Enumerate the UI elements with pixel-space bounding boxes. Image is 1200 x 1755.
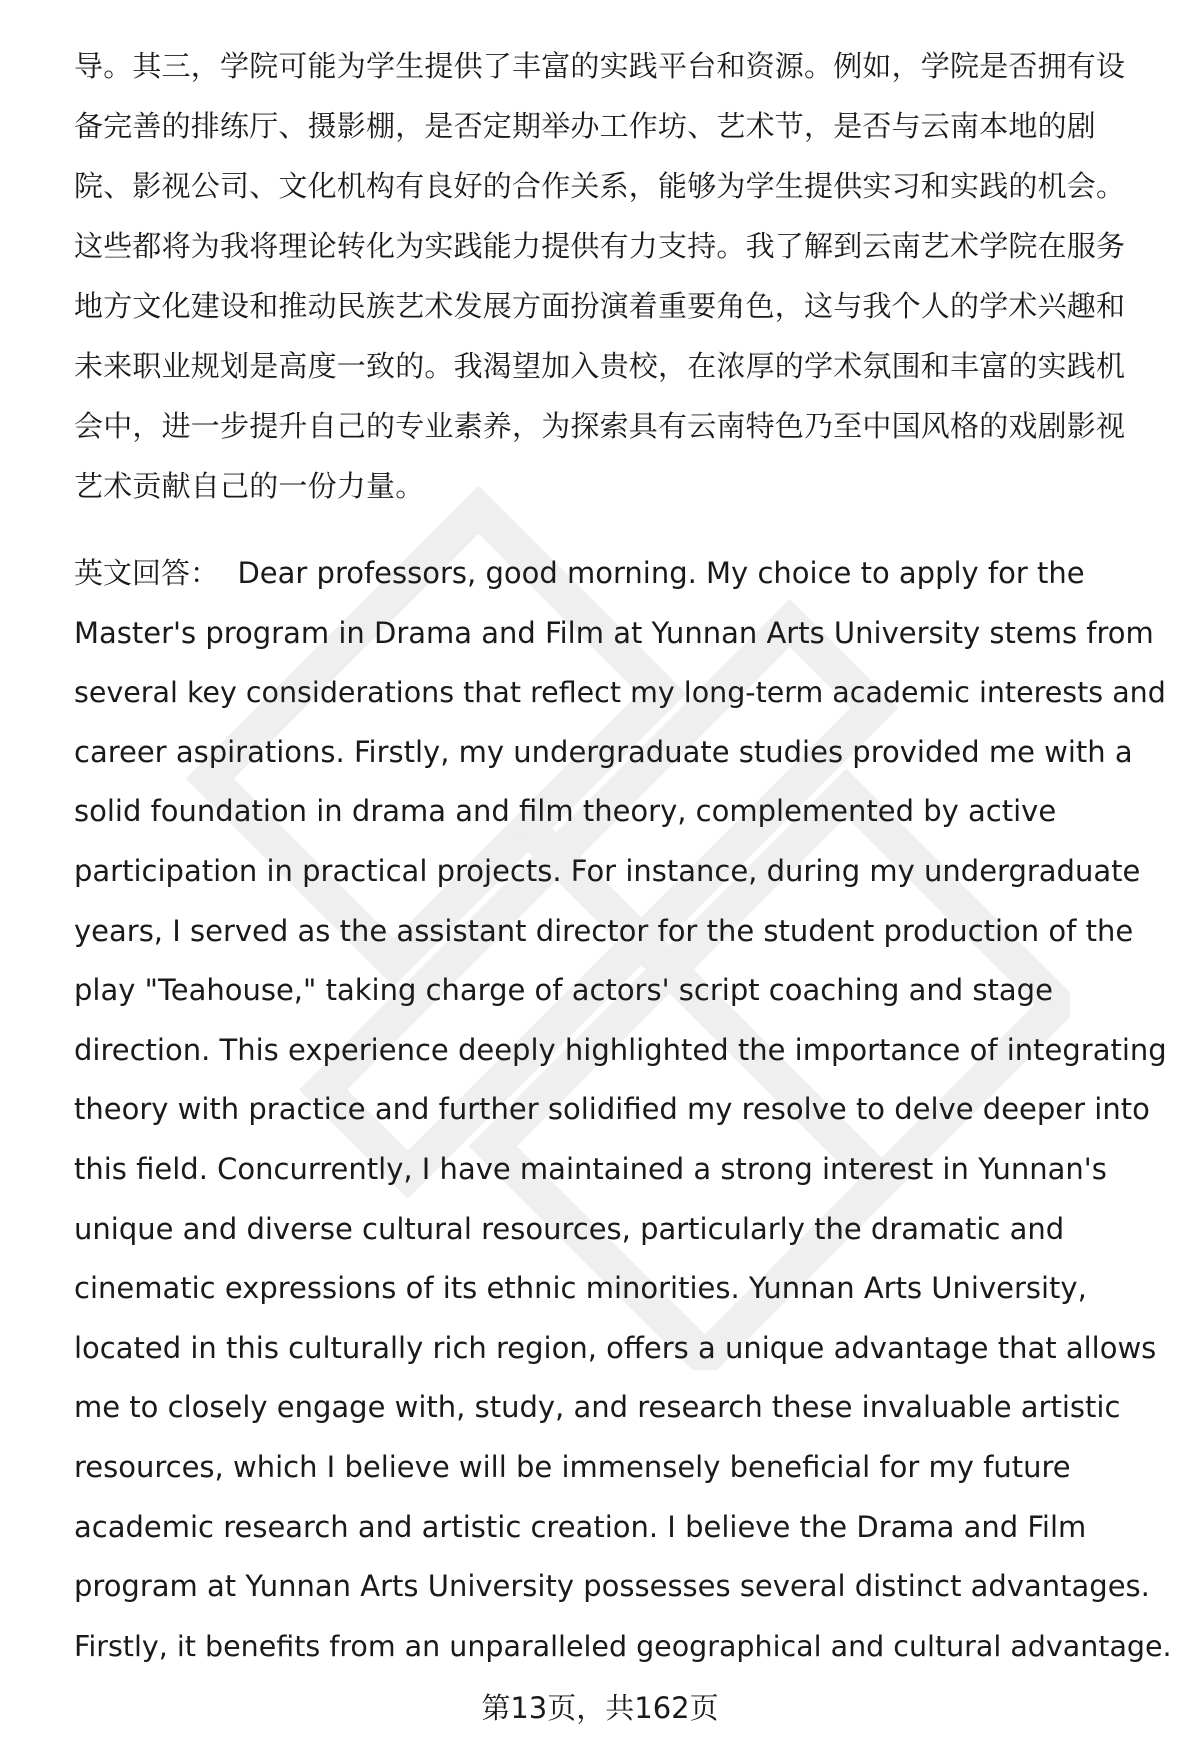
english-answer-paragraph xyxy=(74,544,1172,1676)
chinese-paragraph xyxy=(74,36,1154,516)
text-line: this field. Concurrently, I have maintained a strong interest in Yunnan's xyxy=(74,1151,1107,1186)
text-line: 院、影视公司、文化机构有良好的合作关系，能够为学生提供实习和实践的机会。 xyxy=(74,169,1126,203)
text-line: direction. This experience deeply highlighted the importance of integrating xyxy=(74,1032,1167,1067)
text-line: 未来职业规划是高度一致的。我渴望加入贵校，在浓厚的学术氛围和丰富的实践机 xyxy=(74,349,1126,383)
text-line: 备完善的排练厅、摄影棚，是否定期举办工作坊、艺术节，是否与云南本地的剧 xyxy=(74,109,1097,143)
text-line: 这些都将为我将理论转化为实践能力提供有力支持。我了解到云南艺术学院在服务 xyxy=(74,229,1126,263)
text-line: unique and diverse cultural resources, particularly the dramatic and xyxy=(74,1211,1065,1246)
text-line: cinematic expressions of its ethnic minorities. Yunnan Arts University, xyxy=(74,1271,1087,1306)
text-line: career aspirations. Firstly, my undergraduate studies provided me with a xyxy=(74,734,1133,769)
text-line: 地方文化建设和推动民族艺术发展方面扮演着重要角色，这与我个人的学术兴趣和 xyxy=(74,289,1126,323)
text-line: solid foundation in drama and film theory, complemented by active xyxy=(74,794,1057,829)
text-line: 艺术贡献自己的一份力量。 xyxy=(74,469,425,503)
english-answer-label: 英文回答： xyxy=(74,556,220,590)
text-line: years, I served as the assistant director for the student production of the xyxy=(74,913,1134,948)
paragraph-spacer xyxy=(74,516,1154,544)
text-line xyxy=(74,544,1154,604)
text-line: located in this culturally rich region, offers a unique advantage that allows xyxy=(74,1330,1157,1365)
text-line: Master's program in Drama and Film at Yunnan Arts University stems from xyxy=(74,615,1154,650)
text-line: participation in practical projects. For instance, during my undergraduate xyxy=(74,853,1141,888)
text-line: 导。其三，学院可能为学生提供了丰富的实践平台和资源。例如，学院是否拥有设 xyxy=(74,49,1126,83)
text-line: me to closely engage with, study, and research these invaluable artistic xyxy=(74,1390,1121,1425)
text-line: play "Teahouse," taking charge of actors' script coaching and stage xyxy=(74,973,1053,1008)
document-body xyxy=(74,36,1172,1676)
label-spacer xyxy=(219,556,237,590)
page-number: 第13页，共162页 xyxy=(481,1691,719,1725)
text-line: 会中，进一步提升自己的专业素养，为探索具有云南特色乃至中国风格的戏剧影视 xyxy=(74,409,1126,443)
text-line: theory with practice and further solidified my resolve to delve deeper into xyxy=(74,1092,1150,1127)
text-line: program at Yunnan Arts University possesses several distinct advantages. xyxy=(74,1569,1150,1604)
english-answer-first-line: Dear professors, good morning. My choice to apply for the xyxy=(237,556,1085,590)
text-line: Firstly, it benefits from an unparalleled geographical and cultural advantage. xyxy=(74,1629,1172,1663)
text-line: academic research and artistic creation. I believe the Drama and Film xyxy=(74,1509,1087,1544)
text-line: resources, which I believe will be immensely beneficial for my future xyxy=(74,1449,1071,1484)
text-line: several key considerations that reflect my long-term academic interests and xyxy=(74,676,1166,710)
